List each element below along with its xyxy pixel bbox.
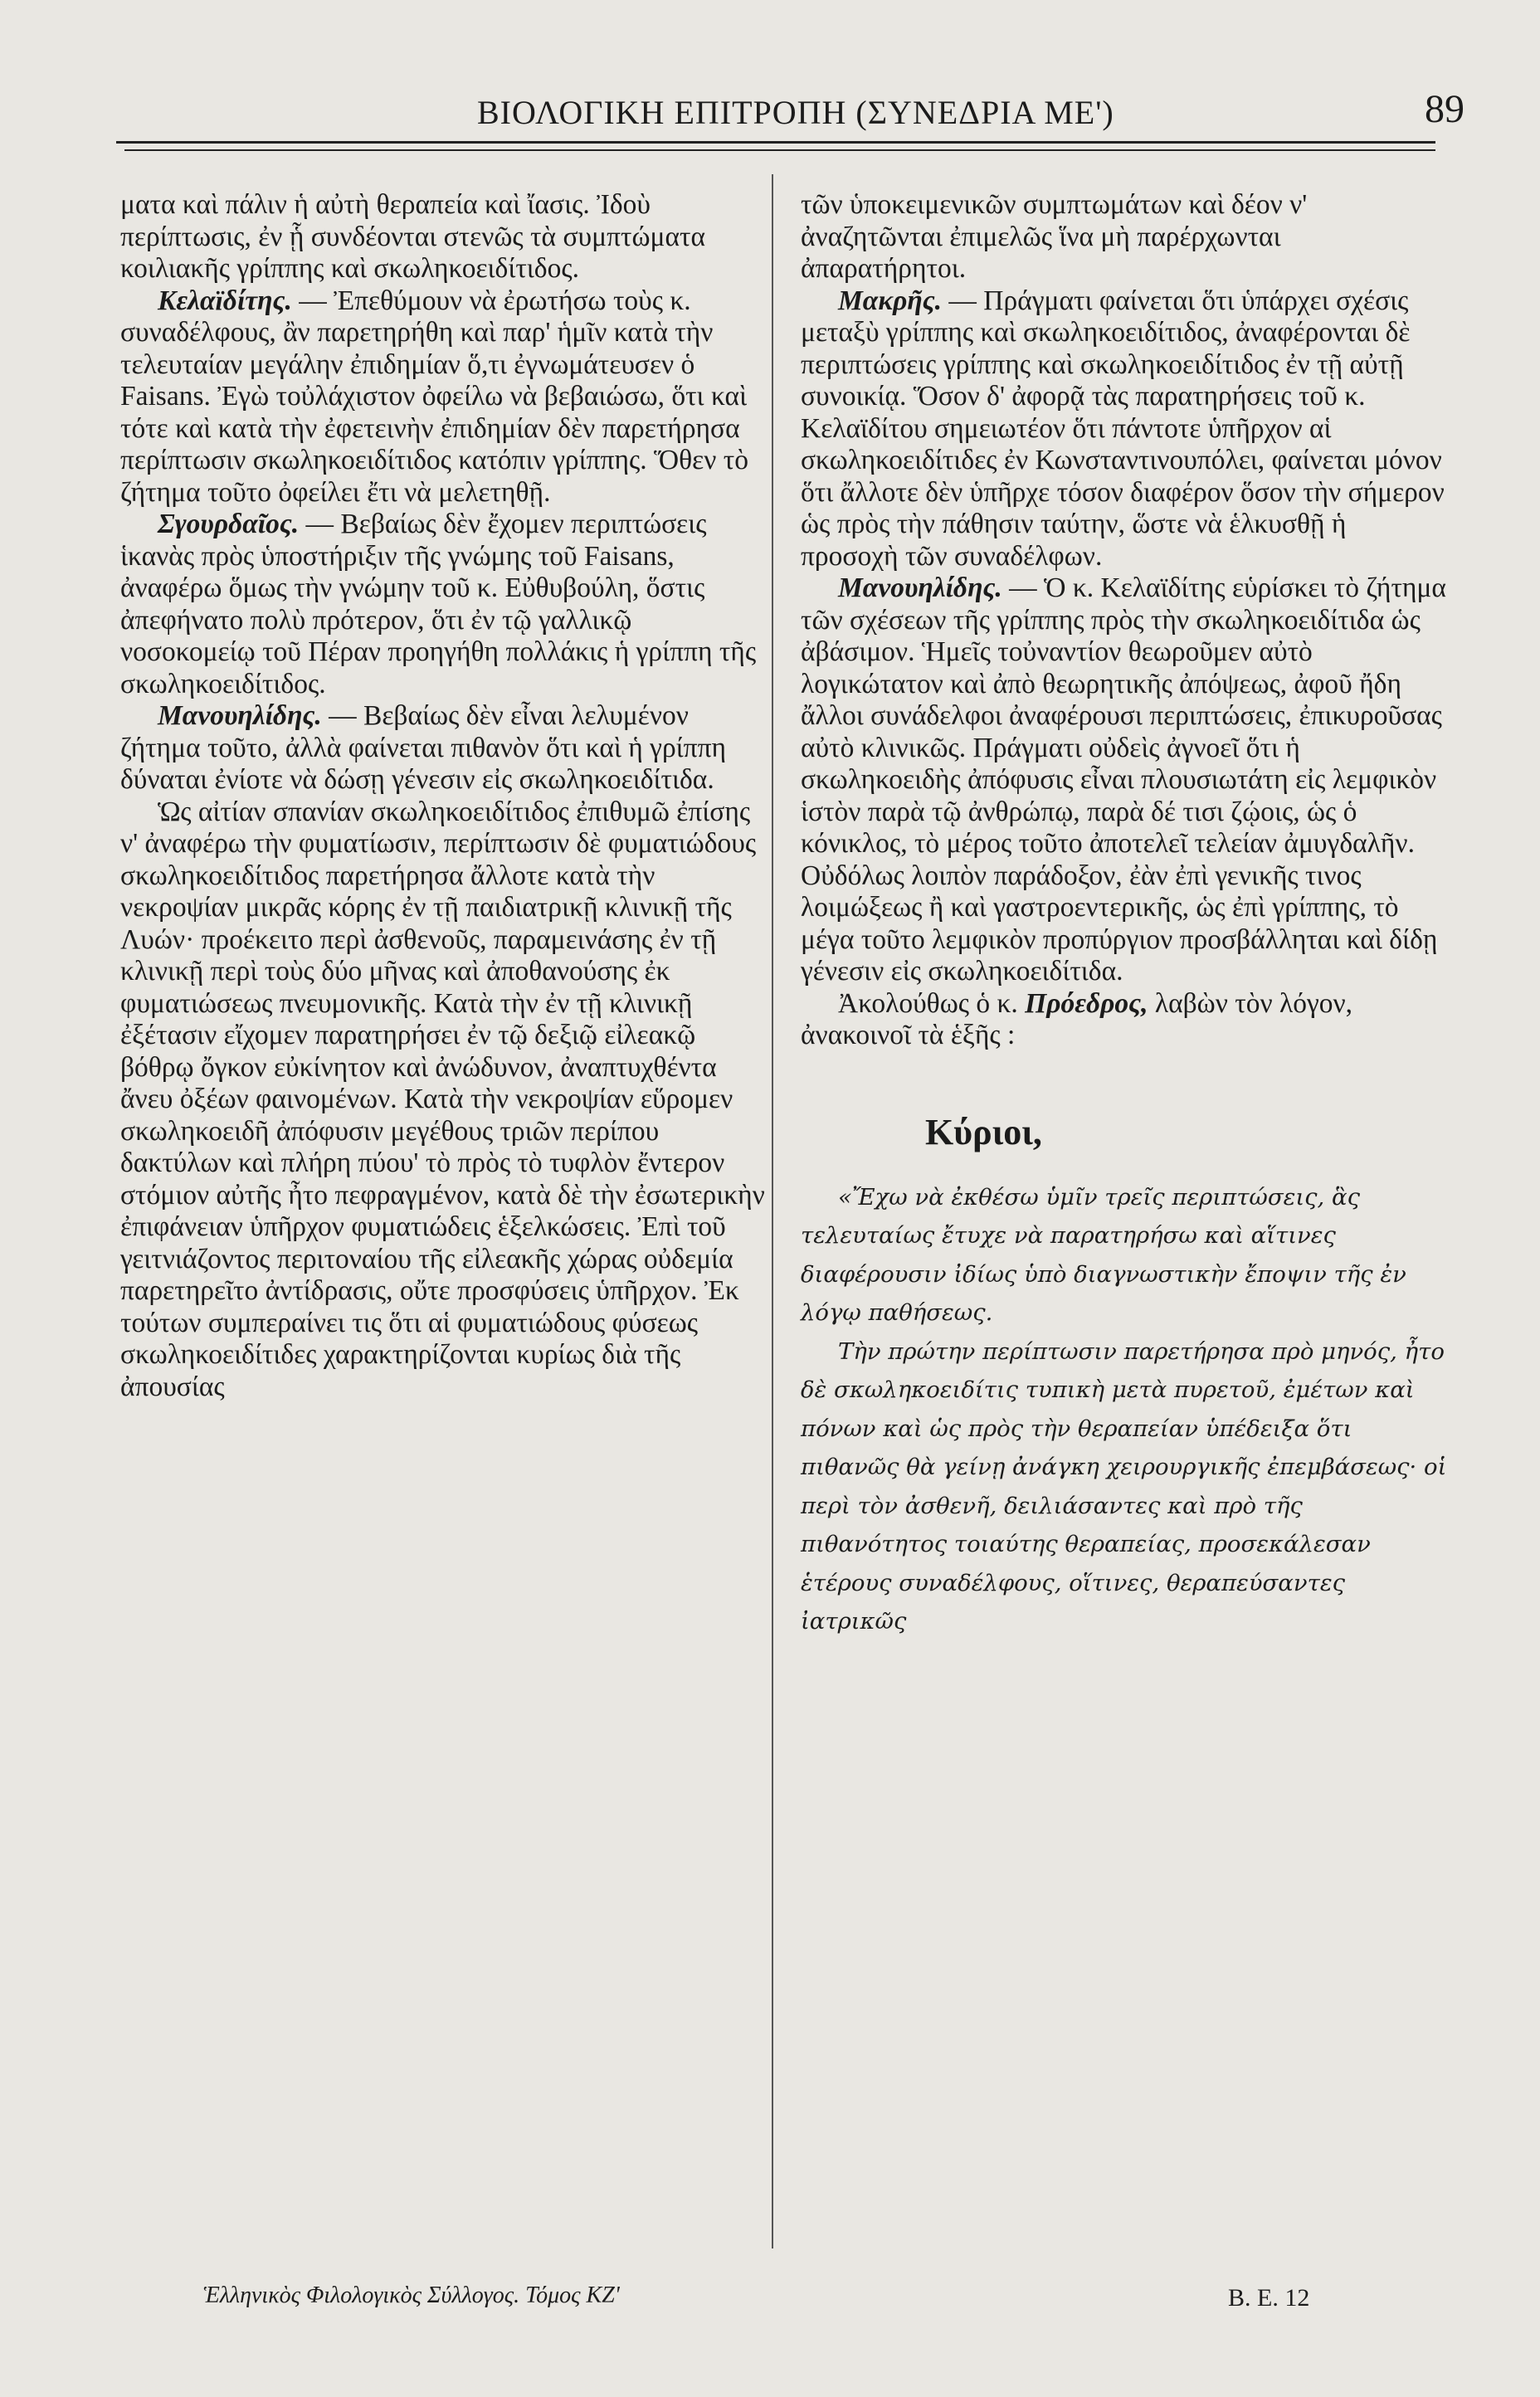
left-column xyxy=(120,189,768,1403)
paragraph-text: — Ἐπεθύμουν νὰ ἐρωτήσω τοὺς κ. συναδέλφους, ἂν παρετηρήθη καὶ παρ' ἡμῖν κατὰ τὴν τελευταίαν μεγάλην ἐπιδημίαν ὅ,τι ἐγνωμάτευσεν ὁ Faisans. Ἐγὼ τοὐλάχιστον ὀφείλω νὰ βεβαιώσω, ὅτι καὶ τότε καὶ κατὰ τὴν ἐφετεινὴν ἐπιδημίαν δὲν παρετήρησα περίπτωσιν σκωληκοειδίτιδος κατόπιν γρίππης. Ὅθεν τὸ ζήτημα τοῦτο ὀφείλει ἔτι νὰ μελετηθῇ. xyxy=(120,285,748,508)
paragraph-text: Ἀκολούθως ὁ κ. xyxy=(838,987,1026,1019)
left-paragraph-4 xyxy=(120,700,768,797)
header-rule-top xyxy=(116,141,1435,144)
left-paragraph-1: ματα καὶ πάλιν ἡ αὐτὴ θεραπεία καὶ ἴασις. Ἰδοὺ περίπτωσις, ἐν ᾗ συνδέονται στενῶς τὰ συμπτώματα κοιλιακῆς γρίππης καὶ σκωληκοειδίτιδος. xyxy=(120,189,706,284)
quote-paragraph-2: Τὴν πρώτην περίπτωσιν παρετήρησα πρὸ μηνός, ἦτο δὲ σκωληκοειδίτις τυπικὴ μετὰ πυρετοῦ, ἐμέτων καὶ πόνων καὶ ὡς πρὸς τὴν θεραπείαν ὑπέδειξα ὅτι πιθανῶς θὰ γείνῃ ἀνάγκη χειρουργικῆς ἐπεμβάσεως· οἱ περὶ τὸν ἀσθενῆ, δειλιάσαντες καὶ πρὸ τῆς πιθανότητος τοιαύτης θεραπείας, προσεκάλεσαν ἑτέρους συναδέλφους, οἵτινες, θεραπεύσαντες ἰατρικῶς xyxy=(801,1337,1447,1635)
right-paragraph-4 xyxy=(801,988,1448,1052)
right-paragraph-1: τῶν ὑποκειμενικῶν συμπτωμάτων καὶ δέον ν' ἀναζητῶνται ἐπιμελῶς ἵνα μὴ παρέρχωνται ἀπαρατήρητοι. xyxy=(801,189,1308,284)
speaker-name: Μακρῆς. xyxy=(838,285,943,316)
right-paragraph-3 xyxy=(801,572,1448,988)
paragraph-text: — Ὁ κ. Κελαϊδίτης εὑρίσκει τὸ ζήτημα τῶν σχέσεων τῆς γρίππης πρὸς τὴν σκωληκοειδίτιδα ὡς ἀβάσιμον. Ἡμεῖς τοὐναντίον θεωροῦμεν αὐτὸ λογικώτατον καὶ ἀπὸ θεωρητικῆς ἀπόψεως, ἀφοῦ ἤδη ἄλλοι συνάδελφοι ἀναφέρουσι περιπτώσεις, ἐπικυροῦσας αὐτὸ κλινικῶς. Πράγματι οὐδεὶς ἀγνοεῖ ὅτι ἡ σκωληκοειδὴς ἀπόφυσις εἶναι πλουσιωτάτη εἰς λεμφικὸν ἱστὸν παρὰ τῷ ἀνθρώπῳ, παρὰ δέ τισι ζῴοις, ὡς ὁ κόνικλος, τὸ μέρος τοῦτο ἀποτελεῖ τελείαν ἀμυγδαλῆν. Οὐδόλως λοιπὸν παράδοξον, ἐὰν ἐπὶ γενικῆς τινος λοιμώξεως ἢ καὶ γαστροεντερικῆς, ὡς ἐπὶ γρίππης, τὸ μέγα τοῦτο λεμφικὸν προπύργιον προσβάλληται καὶ δίδῃ γένεσιν εἰς σκωληκοειδίτιδα. xyxy=(801,572,1446,987)
left-paragraph-3 xyxy=(120,509,768,700)
speaker-name: Μανουηλίδης. xyxy=(158,700,322,731)
right-paragraph-2 xyxy=(801,285,1448,573)
footer-publisher: Ἑλληνικὸς Φιλολογικὸς Σύλλογος. Τόμος ΚΖ' xyxy=(203,2283,620,2308)
left-paragraph-5: Ὡς αἰτίαν σπανίαν σκωληκοειδίτιδος ἐπιθυμῶ ἐπίσης ν' ἀναφέρω τὴν φυματίωσιν, περίπτωσιν δὲ φυματιώδους σκωληκοειδίτιδος παρετήρησα ἄλλοτε κατὰ τὴν νεκροψίαν μικρᾶς κόρης ἐν τῇ παιδιατρικῇ κλινικῇ τῆς Λυών· προέκειτο περὶ ἀσθενοῦς, παραμεινάσης ἐν τῇ κλινικῇ περὶ τοὺς δύο μῆνας καὶ ἀποθανούσης ἐκ φυματιώσεως πνευμονικῆς. Κατὰ τὴν ἐν τῇ κλινικῇ ἐξέτασιν εἴχομεν παρατηρήσει ἐν τῷ δεξιῷ εἰλεακῷ βόθρῳ ὄγκον εὐκίνητον καὶ ἀνώδυνον, ἀναπτυχθέντα ἄνευ ὀξέων φαινομένων. Κατὰ τὴν νεκροψίαν εὕρομεν σκωληκοειδῆ ἀπόφυσιν μεγέθους τριῶν περίπου δακτύλων καὶ πλήρη πύου' τὸ πρὸς τὸ τυφλὸν ἔντερον στόμιον αὐτῆς ἦτο πεφραγμένον, κατὰ δὲ τὴν ἐσωτερικὴν ἐπιφάνειαν ὑπῆρχον φυματιώδεις ἑξελκώσεις. Ἐπὶ τοῦ γειτνιάζοντος περιτοναίου τῆς εἰλεακῆς χώρας οὐδεμία παρετηρεῖτο ἀντίδρασις, οὔτε προσφύσεις ὑπῆρχον. Ἐκ τούτων συμπεραίνει τις ὅτι αἱ φυματιώδους φύσεως σκωληκοειδίτιδες χαρακτηρίζονται κυρίως διὰ τῆς ἀπουσίας xyxy=(120,796,765,1402)
header-rule-bottom xyxy=(124,149,1435,151)
footer-signature: Β. Ε. 12 xyxy=(1228,2284,1310,2312)
paragraph-text: λαβὼν τὸν λόγον, ἀνακοινοῖ τὰ ἑξῆς : xyxy=(801,987,1353,1050)
page-number: 89 xyxy=(1425,87,1464,131)
paragraph-text: — Πράγματι φαίνεται ὅτι ὑπάρχει σχέσις μεταξὺ γρίππης καὶ σκωληκοειδίτιδος, ἀναφέρονται δὲ περιπτώσεις γρίππης καὶ σκωληκοειδίτιδος ἐν τῇ αὐτῇ συνοικίᾳ. Ὅσον δ' ἀφορᾷ τὰς παρατηρήσεις τοῦ κ. Κελαϊδίτου σημειωτέον ὅτι πάντοτε ὑπῆρχον αἱ σκωληκοειδίτιδες ἐν Κωνσταντινουπόλει, φαίνεται μόνον ὅτι ἄλλοτε δὲν ὑπῆρχε τόσον διαφέρον ὅσον τὴν σήμερον ὡς πρὸς τὴν πάθησιν ταύτην, ὥστε νὰ ἑλκυσθῇ ἡ προσοχὴ τῶν συναδέλφων. xyxy=(801,285,1445,572)
column-divider xyxy=(772,174,773,2248)
paragraph-text: — Βεβαίως δὲν ἔχομεν περιπτώσεις ἱκανὰς πρὸς ὑποστήριξιν τῆς γνώμης τοῦ Faisans, ἀναφέρω ὅμως τὴν γνώμην τοῦ κ. Εὐθυβούλη, ὅστις ἀπεφήνατο πολὺ πρότερον, ὅτι ἐν τῷ γαλλικῷ νοσοκομείῳ τοῦ Πέραν προηγήθη πολλάκις ἡ γρίππη τῆς σκωληκοειδίτιδος. xyxy=(120,509,757,699)
speaker-name: Μανουηλίδης. xyxy=(838,572,1002,603)
quote-paragraph-1: «Ἔχω νὰ ἐκθέσω ὑμῖν τρεῖς περιπτώσεις, ἃς τελευταίως ἔτυχε νὰ παρατηρήσω καὶ αἵτινες διαφέρουσιν ἰδίως ὑπὸ διαγνωστικὴν ἔποψιν τῆς ἐν λόγῳ παθήσεως. xyxy=(801,1183,1406,1326)
salutation: Κύριοι, xyxy=(925,1111,1042,1152)
paragraph-text: — Βεβαίως δὲν εἶναι λελυμένον ζήτημα τοῦτο, ἀλλὰ φαίνεται πιθανὸν ὅτι καὶ ἡ γρίππη δύναται ἐνίοτε νὰ δώσῃ γένεσιν εἰς σκωληκοειδίτιδα. xyxy=(120,700,727,795)
speaker-name: Κελαϊδίτης. xyxy=(158,285,292,316)
running-header: ΒΙΟΛΟΓΙΚΗ ΕΠΙΤΡΟΠΗ (ΣΥΝΕΔΡΙΑ ΜΕ') xyxy=(477,94,1114,131)
quoted-speech xyxy=(801,1178,1448,1641)
speaker-name: Σγουρδαῖος. xyxy=(158,509,300,539)
speaker-name: Πρόεδρος, xyxy=(1025,987,1148,1019)
right-column xyxy=(801,189,1448,1641)
left-paragraph-2 xyxy=(120,285,768,509)
